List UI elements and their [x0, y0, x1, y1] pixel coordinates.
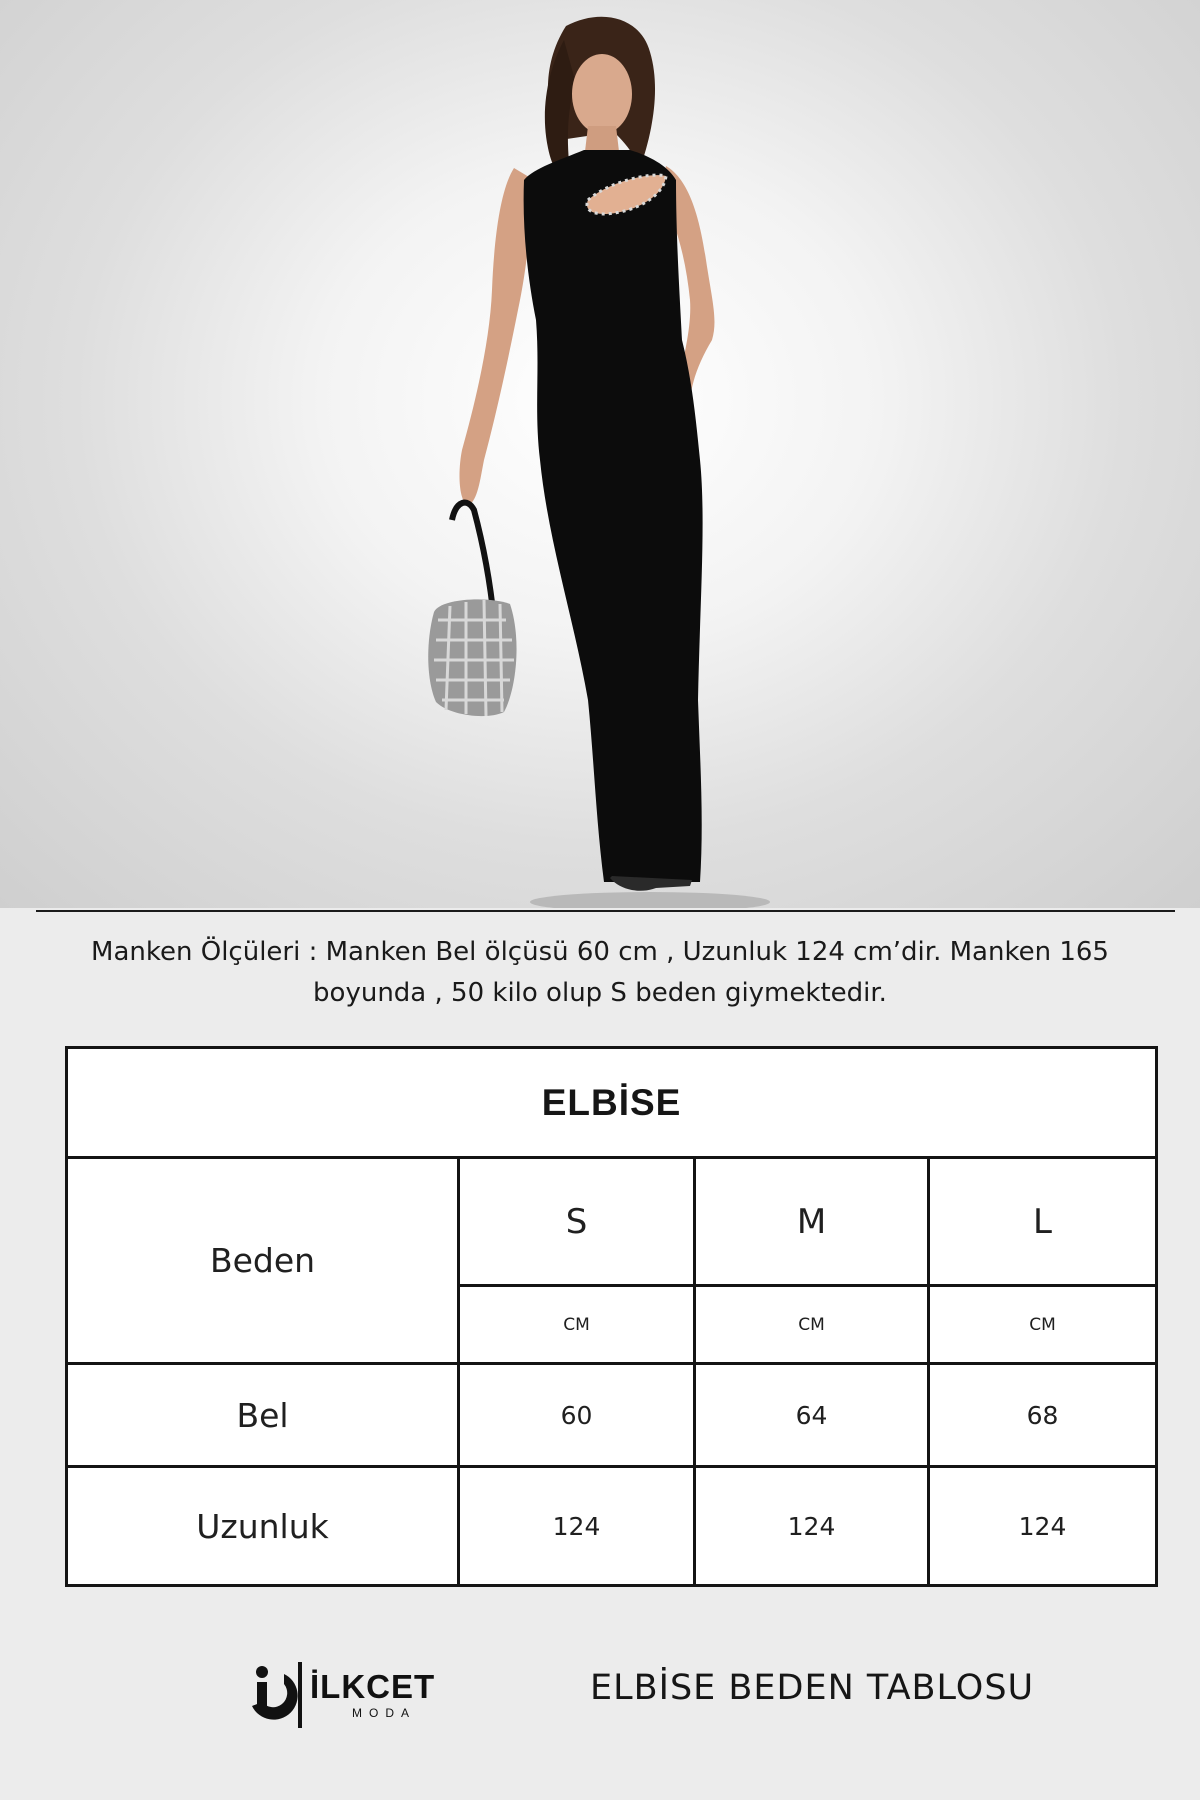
- logo-mark-icon: [248, 1662, 308, 1728]
- size-s-header: S: [459, 1158, 695, 1286]
- bel-s-value: 60: [459, 1364, 695, 1467]
- uzunluk-m-value: 124: [695, 1467, 929, 1586]
- dress: [524, 150, 703, 882]
- row-label-uzunluk: Uzunluk: [67, 1467, 459, 1586]
- unit-m: CM: [695, 1286, 929, 1364]
- unit-l: CM: [929, 1286, 1157, 1364]
- floor-shadow: [530, 892, 770, 908]
- size-chart-footer-title: ELBİSE BEDEN TABLOSU: [590, 1668, 1035, 1708]
- size-chart-table: [65, 1046, 1158, 1587]
- table-header-row: [67, 1158, 1157, 1286]
- left-arm: [460, 168, 534, 506]
- logo-wordmark: İLKCET: [310, 1668, 436, 1705]
- size-m-header: M: [695, 1158, 929, 1286]
- uzunluk-s-value: 124: [459, 1467, 695, 1586]
- bel-l-value: 68: [929, 1364, 1157, 1467]
- unit-s: CM: [459, 1286, 695, 1364]
- note-line-2: boyunda , 50 kilo olup S beden giymektedir.: [313, 978, 887, 1008]
- uzunluk-l-value: 124: [929, 1467, 1157, 1586]
- size-l-header: L: [929, 1158, 1157, 1286]
- divider-line: [36, 910, 1175, 912]
- table-row: [67, 1364, 1157, 1467]
- size-header-cell: Beden: [67, 1158, 459, 1364]
- row-label-bel: Bel: [67, 1364, 459, 1467]
- table-title: ELBİSE: [67, 1048, 1157, 1158]
- bel-m-value: 64: [695, 1364, 929, 1467]
- mannequin-measurements-note: [60, 932, 1140, 1014]
- note-line-1: Manken Ölçüleri : Manken Bel ölçüsü 60 cm , Uzunluk 124 cm’dir. Manken 165: [91, 937, 1109, 967]
- logo-subtitle: MODA: [352, 1706, 416, 1720]
- face: [572, 54, 632, 134]
- table-row: [67, 1467, 1157, 1586]
- brand-logo: [248, 1662, 472, 1728]
- table-title-row: [67, 1048, 1157, 1158]
